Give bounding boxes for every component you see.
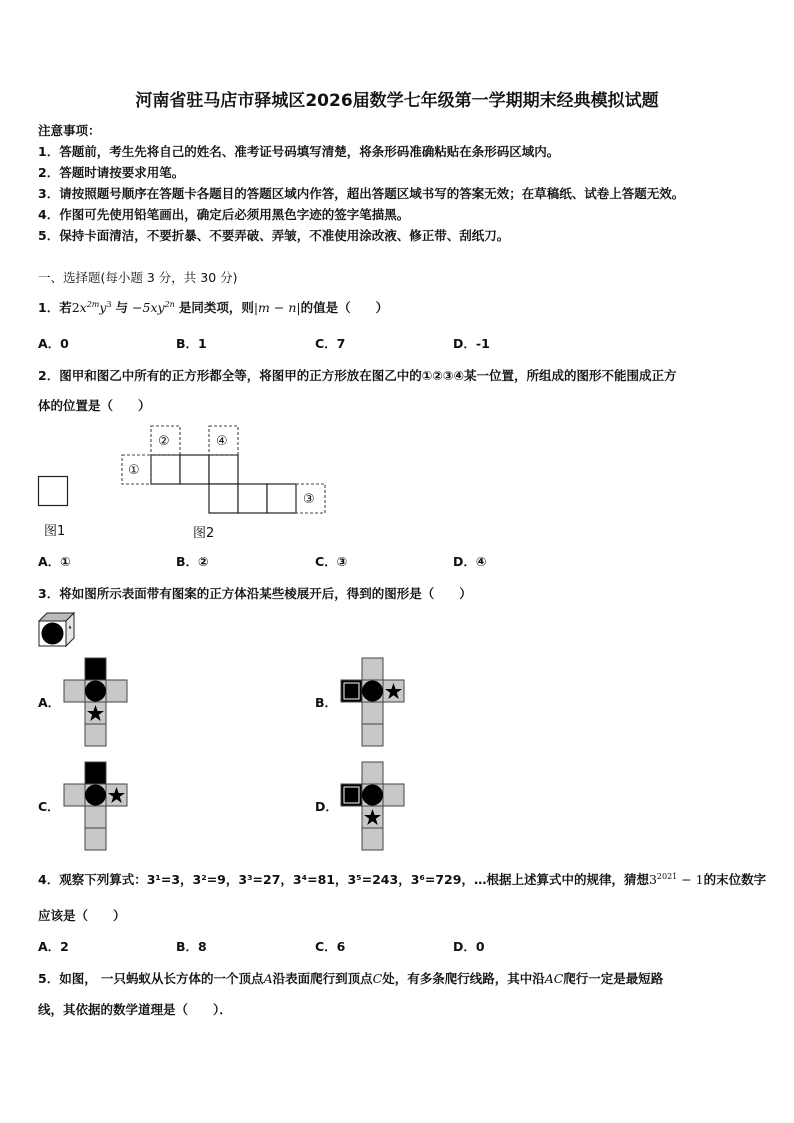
q2-option-d[interactable]: D．④ [453, 554, 487, 569]
mark-4: ④ [216, 434, 228, 449]
q1-term1: $2x^{2m}y^3$ [71, 299, 112, 315]
notice-item-4: 4．作图可先使用铅笔画出，确定后必须用黑色字迹的签字笔描黑。 [38, 207, 410, 222]
mark-1: ① [128, 463, 140, 478]
q1-option-b[interactable]: B．1 [176, 336, 207, 351]
q1-post: 是同类项，则 [178, 300, 254, 315]
q3-option-d-net[interactable] [340, 761, 410, 853]
mark-3: ③ [303, 492, 315, 507]
q5-text-line2: 线，其依据的数学道理是（ ）． [38, 1002, 232, 1017]
q3-option-c-label[interactable]: C． [38, 799, 60, 814]
cube-figure [38, 612, 78, 648]
q3-option-a-label[interactable]: A． [38, 695, 61, 710]
net-square [151, 455, 180, 484]
notice-item-2: 2．答题时请按要求用笔。 [38, 165, 185, 180]
q1-option-c[interactable]: C．7 [315, 336, 346, 351]
q2-text-line2: 体的位置是（ ） [38, 398, 151, 413]
notice-item-3: 3．请按照题号顺序在答题卡各题目的答题区域内作答，超出答题区域书写的答案无效；在草稿纸、试卷上答题无效。 [38, 186, 685, 201]
q2-text-line1: 2．图甲和图乙中所有的正方形都全等，将图甲的正方形放在图乙中的①②③④某一位置，所组成的图形不能围成正方 [38, 368, 677, 383]
q1-option-a[interactable]: A．0 [38, 336, 69, 351]
net-square [238, 484, 267, 513]
notice-heading: 注意事项： [38, 123, 101, 138]
q1-end: 的值是（ ） [300, 300, 389, 315]
q4-text: 4．观察下列算式：3¹=3，3²=9，3³=27，3⁴=81，3⁵=243，3⁶=729，…根据上述算式中的规律，猜想 [38, 872, 649, 887]
question-1 [38, 298, 388, 316]
page-title: 河南省驻马店市驿城区2026届数学七年级第一学期期末经典模拟试题 [135, 91, 659, 111]
q3-text: 3．将如图所示表面带有图案的正方体沿某些棱展开后，得到的图形是（ ） [38, 586, 472, 601]
q4-option-c[interactable]: C．6 [315, 939, 346, 954]
q4-expression: $3^{2021} - 1$ [648, 871, 704, 887]
q1-abs: |m − n| [253, 300, 301, 315]
q4-option-a[interactable]: A．2 [38, 939, 69, 954]
q2-option-c[interactable]: C．③ [315, 554, 348, 569]
question-5: 5．如图， 一只蚂蚁从长方体的一个顶点A沿表面爬行到顶点C处，有多条爬行线路，其中沿AC爬行一定是最短路 [38, 971, 664, 986]
net-square [267, 484, 296, 513]
q3-option-c-net[interactable] [63, 761, 133, 853]
net-square [209, 484, 238, 513]
q4-option-b[interactable]: B．8 [176, 939, 207, 954]
q4-text-line2: 应该是（ ） [38, 908, 126, 923]
q2-option-b[interactable]: B．② [176, 554, 209, 569]
q1-option-d[interactable]: D．-1 [453, 336, 490, 351]
q3-option-b-net[interactable] [340, 657, 410, 749]
section-heading: 一、选择题(每小题 3 分，共 30 分) [38, 270, 238, 285]
figure-1-square [38, 476, 68, 506]
mark-2: ② [158, 434, 170, 449]
q3-option-b-label[interactable]: B． [315, 695, 338, 710]
q2-option-a[interactable]: A．① [38, 554, 71, 569]
figure-2-label: 图2 [193, 526, 215, 541]
net-square [180, 455, 209, 484]
net-square [209, 455, 238, 484]
q3-option-d-label[interactable]: D． [315, 799, 338, 814]
q1-mid: 与 [115, 300, 129, 315]
q1-pre: 1．若 [38, 300, 72, 315]
q3-option-a-net[interactable] [63, 657, 133, 749]
notice-item-5: 5．保持卡面清洁，不要折暴、不要弄破、弄皱，不准使用涂改液、修正带、刮纸刀。 [38, 228, 510, 243]
question-4 [38, 870, 766, 888]
q1-term2: $-5xy^{2n}$ [132, 299, 175, 315]
figure-2-net [120, 425, 300, 517]
notice-item-1: 1．答题前，考生先将自己的姓名、准考证号码填写清楚，将条形码准确粘贴在条形码区域内。 [38, 144, 560, 159]
figure-1-label: 图1 [44, 524, 66, 539]
q4-option-d[interactable]: D．0 [453, 939, 485, 954]
q4-text-end: 的末位数字 [703, 872, 767, 887]
